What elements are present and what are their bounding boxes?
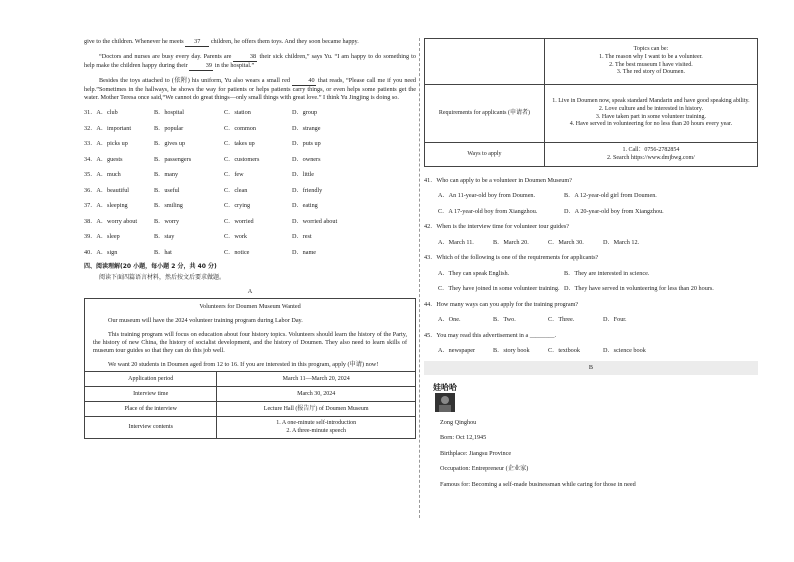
topic-line: 2. The best museum I have visited. [609, 61, 693, 68]
topics-cell [544, 39, 757, 85]
option-choice: 40．A．sign [84, 248, 118, 256]
topic-line: 3. The red story of Doumen. [616, 69, 685, 76]
ad-paragraph-3: We want 20 students in Doumen aged from 12 to 16. If you are interested in this program, apply (申请) now! [108, 361, 379, 369]
option-row [84, 121, 416, 137]
apply-cell [544, 143, 757, 167]
apply-line: 2. Search https://www.dmjbwg.com/ [607, 154, 695, 161]
blank-38: 38 [233, 53, 257, 62]
option-choice: D．rest [292, 233, 312, 241]
req-line: 2. Love culture and be interested in history. [598, 105, 703, 112]
option-choice: C．crying [224, 202, 251, 210]
topic-line: 1. The reason why I want to be a volunteer. [599, 53, 703, 60]
ad-row-value: Lecture Hall (报告厅) of Doumen Museum [217, 402, 416, 417]
logo-image [430, 381, 460, 413]
blank-39: 39 [189, 62, 213, 71]
question-option: B．Two. [493, 316, 516, 324]
question-option: A．One. [438, 316, 461, 324]
brand-logo [430, 381, 460, 413]
option-choice: B．hat [154, 248, 172, 256]
req-line: 3. Have taken part in some volunteer training. [595, 113, 706, 120]
ad-row-label: Place of the interview [85, 402, 217, 417]
option-choice: 34．A．guests [84, 155, 123, 163]
right-column [424, 38, 758, 493]
passage-label-a: A [247, 287, 253, 295]
option-choice: B．useful [154, 186, 180, 194]
requirements-label: Requirements for applicants (申请者) [425, 85, 545, 143]
option-choice: B．stay [154, 233, 175, 241]
option-choice: C．worried [224, 217, 254, 225]
ad-row-label: Application period [85, 372, 217, 387]
question-text: 45．You may read this advertisement in a ________. [424, 331, 557, 339]
requirements-table [424, 38, 758, 167]
paragraph-1 [84, 38, 416, 47]
option-choice: C．work [224, 233, 248, 241]
question-option: B．story book [493, 347, 530, 355]
question-option: D．science book [603, 347, 646, 355]
option-choice: 32．A．important [84, 124, 132, 132]
text: Besides the toys attached to (依附) his uniform, Yu also wears a small red [99, 77, 292, 85]
option-choice: B．many [154, 171, 179, 179]
question-option: A．March 11. [438, 238, 474, 246]
profile-birthplace: Birthplace: Jiangsu Province [440, 449, 512, 457]
text: in the hospital.” [213, 62, 255, 70]
ad-table-row [85, 372, 416, 387]
option-choice: D．name [292, 248, 317, 256]
question-options-row [424, 313, 758, 329]
ad-table-row [85, 402, 416, 417]
profile-famous: Famous for: Becoming a self-made businessman while caring for those in need [440, 480, 636, 488]
ad-row-label: Interview time [85, 387, 217, 402]
question-text: 44．How many ways can you apply for the training program? [424, 300, 579, 308]
question-options-row [424, 235, 758, 251]
option-choice: C．notice [224, 248, 250, 256]
question-options-row [424, 266, 758, 282]
option-choice: D．friendly [292, 186, 323, 194]
question-option: A．They can speak English. [438, 269, 510, 277]
question-text: 42．When is the interview time for volunteer tour guides? [424, 223, 570, 231]
option-choice: D．group [292, 109, 318, 117]
question-options-row [424, 344, 758, 360]
question-option: A．An 11-year-old boy from Doumen. [438, 192, 536, 200]
text: children, he offers them toys. And they soon became happy. [209, 38, 359, 45]
option-choice: B．worry [154, 217, 180, 225]
option-row [84, 198, 416, 214]
option-row [84, 152, 416, 168]
blank-37: 37 [185, 38, 209, 47]
text: give to the children. Whenever he meets [84, 38, 186, 45]
section-heading: 四、阅读理解(20 小题，每小题 2 分，共 40 分) [84, 263, 217, 271]
content-item: 2. A three-minute speech [286, 427, 347, 434]
ad-row-value: March 11—March 20, 2024 [217, 372, 416, 387]
questions-block [424, 173, 758, 359]
question-options-row [424, 204, 758, 220]
option-choice: B．smiling [154, 202, 183, 210]
paragraph-2 [84, 53, 416, 71]
option-choice: B．gives up [154, 140, 186, 148]
option-choice: D．owners [292, 155, 321, 163]
option-choice: 37．A．sleeping [84, 202, 128, 210]
option-choice: C．station [224, 109, 251, 117]
option-choice: 33．A．picks up [84, 140, 128, 148]
option-choice: B．popular [154, 124, 184, 132]
question-option: B．March 20. [493, 238, 529, 246]
option-choice: D．little [292, 171, 314, 179]
profile-occupation: Occupation: Entrepreneur (企业家) [440, 465, 529, 473]
option-choice: 36．A．beautiful [84, 186, 130, 194]
question-option: C．textbook [548, 347, 580, 355]
text: “Doctors and nurses are busy every day. Parents are [99, 53, 234, 61]
req-line: 4. Have served in volunteering for no less than 20 hours every year. [569, 121, 733, 128]
advertisement-box [84, 298, 416, 371]
option-choice: C．common [224, 124, 256, 132]
option-choice: D．worried about [292, 217, 338, 225]
cloze-options [84, 105, 416, 260]
option-row [84, 136, 416, 152]
option-choice: 39．A．sleep [84, 233, 120, 241]
question-option: B．They are interested in science. [564, 269, 650, 277]
option-row [84, 214, 416, 230]
question-option: D．A 20-year-old boy from Xiangzhou. [564, 207, 664, 215]
text: their sick children,” says Yu. “I am happy to do something to help make the children happy during their [84, 53, 416, 70]
option-choice: B．passengers [154, 155, 192, 163]
option-row [84, 183, 416, 199]
option-choice: C．few [224, 171, 244, 179]
question-option: A．newspaper [438, 347, 476, 355]
option-row [84, 245, 416, 261]
question-options-row [424, 189, 758, 205]
question-text: 41．Who can apply to be a volunteer in Doumen Museum? [424, 176, 572, 184]
profile-info [424, 415, 758, 493]
logo-text: 娃哈哈 [433, 383, 457, 392]
contents-label: Interview contents [85, 417, 217, 439]
req-line: 1. Live in Doumen now, speak standard Mandarin and have good speaking ability. [552, 97, 750, 104]
option-choice: 31．A．club [84, 109, 118, 117]
ad-paragraph-1: Our museum will have the 2024 volunteer training program during Labor Day. [108, 317, 303, 325]
question-option: B．A 12-year-old girl from Doumen. [564, 192, 657, 200]
ad-row-value: March 30, 2024 [217, 387, 416, 402]
question-option: D．March 12. [603, 238, 640, 246]
option-choice: D．puts up [292, 140, 321, 148]
option-choice: C．takes up [224, 140, 255, 148]
question-option: C．Three. [548, 316, 575, 324]
option-row [84, 167, 416, 183]
question-option: D．They have served in volunteering for less than 20 hours. [564, 285, 714, 293]
question-text: 43．Which of the following is one of the requirements for applicants? [424, 254, 599, 262]
profile-name: Zong Qinghou [440, 418, 477, 426]
left-column [84, 38, 416, 439]
option-choice: B．hospital [154, 109, 184, 117]
content-item: 1. A one-minute self-introduction [276, 420, 357, 427]
option-choice: 38．A．worry about [84, 217, 138, 225]
question-option: C．They have joined in some volunteer training. [438, 285, 560, 293]
option-choice: 35．A．much [84, 171, 121, 179]
question-option: C．A 17-year-old boy from Xiangzhou. [438, 207, 538, 215]
profile-born: Born: Oct 12,1945 [440, 434, 487, 442]
instruction: 阅读下面四篇语言材料，然后按文后要求做题。 [99, 274, 226, 282]
option-choice: C．clean [224, 186, 248, 194]
text: that reads, “Please call me if you need help.”Sometimes in the hallways, he shows the way for patients or helps patients carry things, or even helps some patients get the water. Mother Teresa once said,“We cannot do great things—only small things with great love.” I think Yu Jingjing is doing so. [84, 77, 416, 102]
option-row [84, 105, 416, 121]
topics-empty [425, 39, 545, 85]
question-options-row [424, 282, 758, 298]
ad-table [84, 371, 416, 439]
option-choice: D．strange [292, 124, 321, 132]
ad-title: Volunteers for Doumen Museum Wanted [199, 303, 301, 311]
requirements-cell [544, 85, 757, 143]
option-choice: D．eating [292, 202, 318, 210]
ad-paragraph-2: This training program will focus on education about four history topics. Volunteers should learn the history of the Party, the history of new China, the history of socialist development, and the history of Doumen. They also need to learn skills of museum tour guides so that they can do this job well. [93, 331, 407, 355]
blank-40: 40 [292, 77, 316, 86]
question-option: C．March 30. [548, 238, 584, 246]
passage-label-b: B [424, 361, 758, 375]
ad-table-row [85, 387, 416, 402]
contents-value [217, 417, 416, 439]
paragraph-3 [84, 77, 416, 102]
column-divider [419, 38, 420, 518]
question-option: D．Four. [603, 316, 627, 324]
apply-label: Ways to apply [425, 143, 545, 167]
option-choice: C．customers [224, 155, 260, 163]
apply-line: 1. Call：0756-2782854 [622, 146, 680, 153]
topic-line: Topics can be: [633, 45, 669, 52]
option-row [84, 229, 416, 245]
